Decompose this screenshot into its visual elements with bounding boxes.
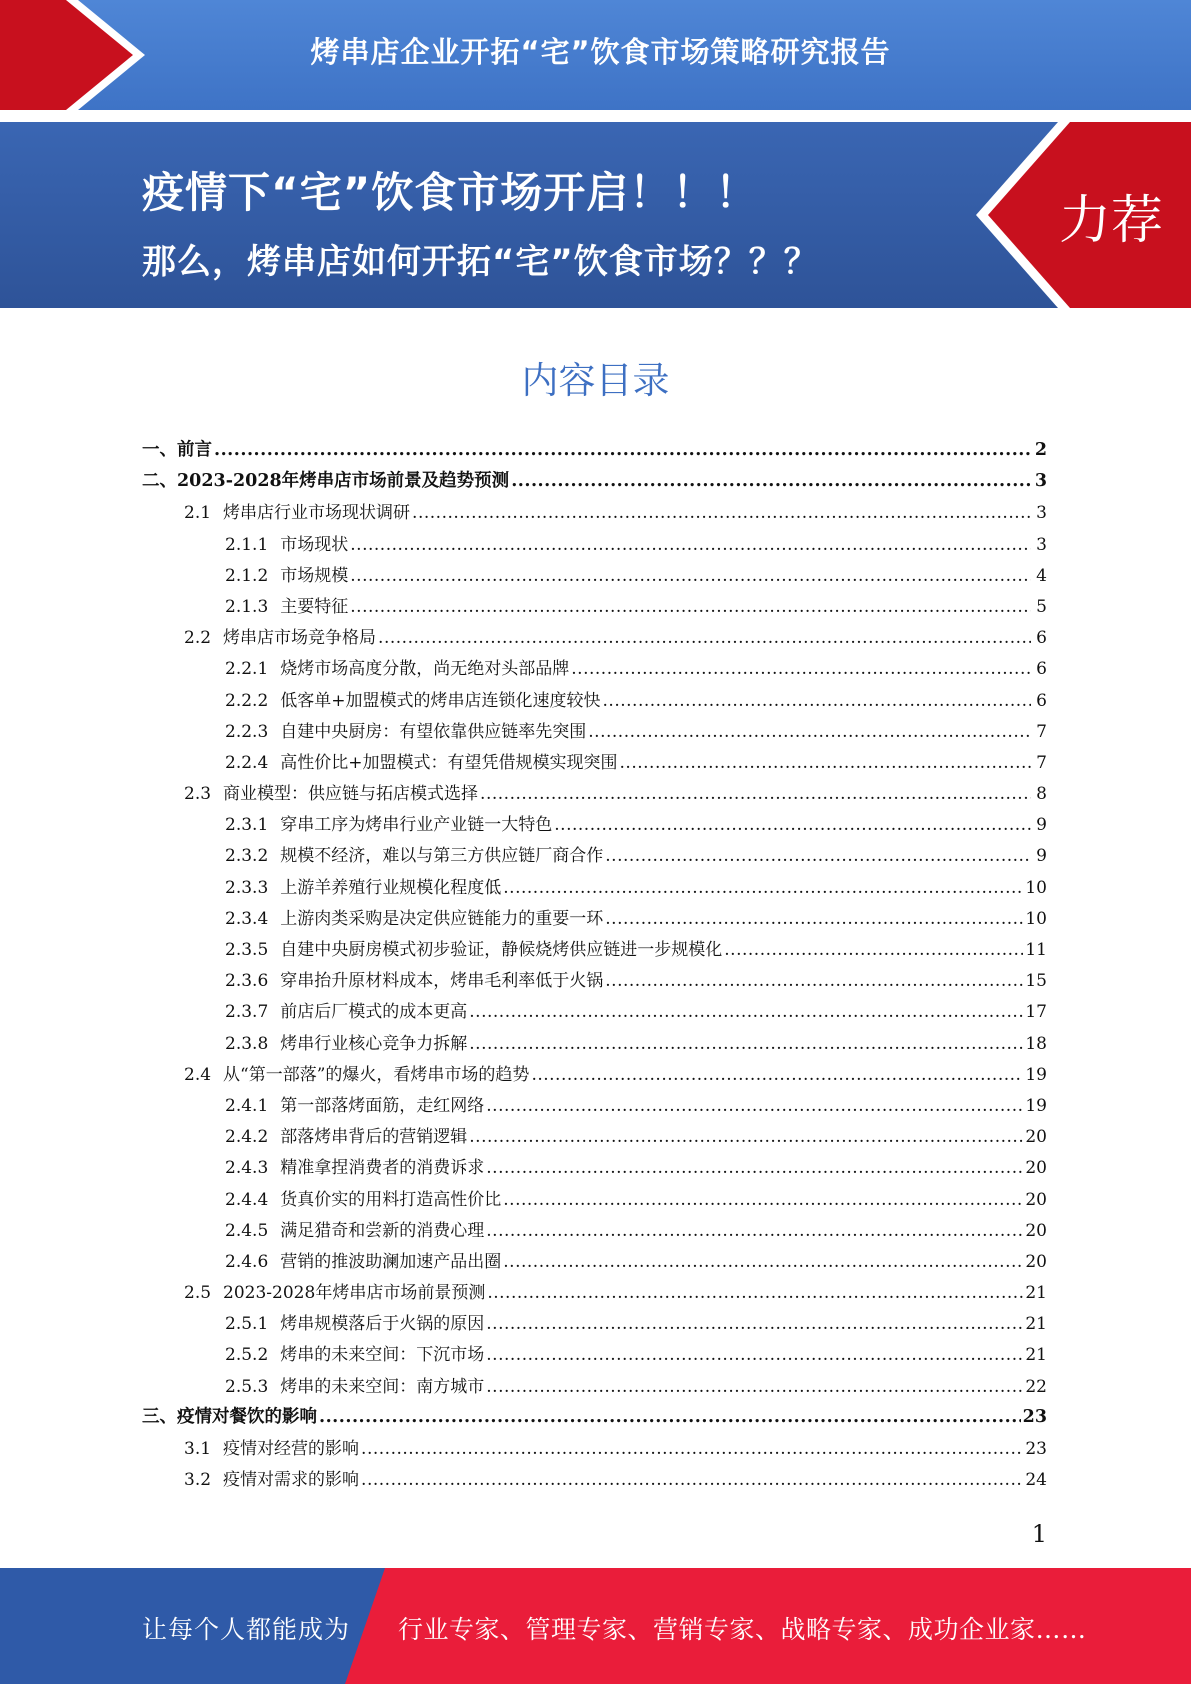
toc-entry-page: 9 [1036,846,1047,867]
toc-entry-title: 烤串的未来空间：南方城市 [280,1376,485,1397]
toc-entry-title: 穿串工序为烤串行业产业链一大特色 [280,815,553,836]
toc-entry-title: 前店后厂模式的成本更高 [280,1002,468,1023]
toc-entry-number: 2.4.3 [225,1158,269,1179]
toc-entry-title: 2023-2028年烤串店市场前景及趋势预测 [177,471,510,492]
toc-entry-title: 烤串规模落后于火锅的原因 [280,1314,485,1335]
toc-entry-number: 2.4.6 [225,1251,269,1272]
toc-entry-number: 2.3.7 [225,1002,269,1023]
toc-entry-title: 市场规模 [280,565,349,586]
toc-entry-title: 烤串行业核心竞争力拆解 [280,1033,468,1054]
toc-entry[interactable] [142,623,1047,654]
toc-entry-number: 2.1.1 [225,534,269,555]
toc-dot-leader [605,909,1023,929]
toc-dot-leader [503,1190,1023,1210]
toc-dot-leader [350,535,1031,555]
toc-dot-leader [480,784,1031,804]
toc-entry[interactable] [142,873,1047,904]
toc-entry[interactable] [142,1372,1047,1403]
toc-entry[interactable] [142,966,1047,997]
toc-entry-page: 21 [1025,1283,1047,1304]
toc-entry[interactable] [142,436,1047,467]
toc-entry-number: 一、 [142,440,177,460]
toc-entry-title: 烤串的未来空间：下沉市场 [280,1345,485,1366]
toc-entry-number: 2.3.1 [225,815,269,836]
toc-dot-leader [214,440,1031,460]
toc-dot-leader [469,1034,1023,1054]
toc-entry-title: 穿串抬升原材料成本，烤串毛利率低于火锅 [280,971,604,992]
toc-dot-leader [554,815,1031,835]
toc-dot-leader [503,1252,1023,1272]
toc-dot-leader [503,878,1023,898]
toc-entry-page: 3 [1036,503,1047,524]
toc-entry-number: 2.1 [184,503,212,524]
toc-entry-page: 15 [1025,971,1047,992]
toc-entry-number: 2.3 [184,784,212,805]
toc-dot-leader [620,753,1031,773]
toc-entry-page: 9 [1036,815,1047,836]
toc-entry-page: 7 [1036,752,1047,773]
toc-dot-leader [469,1127,1023,1147]
toc-dot-leader [588,722,1031,742]
toc-dot-leader [378,628,1031,648]
toc-entry-number: 3.1 [184,1439,212,1459]
toc-entry-title: 从“第一部落”的爆火，看烤串市场的趋势 [223,1064,530,1085]
toc-entry[interactable] [142,810,1047,841]
toc-entry-page: 19 [1025,1064,1047,1085]
toc-entry-title: 商业模型：供应链与拓店模式选择 [223,784,479,805]
toc-entry[interactable] [142,498,1047,529]
toc-entry-title: 市场现状 [280,534,349,555]
toc-entry-number: 2.3.6 [225,971,269,992]
toc-entry-page: 21 [1025,1314,1047,1335]
toc-entry-page: 20 [1025,1220,1047,1241]
toc-heading: 内容目录 [521,359,670,402]
footer-slogan-right: 行业专家、管理专家、营销专家、战略专家、成功企业家…… [398,1615,1087,1644]
toc-entry[interactable] [142,841,1047,872]
toc-entry-number: 2.3.5 [225,940,269,960]
toc-entry[interactable] [142,1278,1047,1309]
toc-entry[interactable] [142,1091,1047,1122]
toc-entry-page: 19 [1025,1095,1047,1116]
toc-entry-number: 2.5.3 [225,1376,269,1397]
toc-entry-number: 2.4.5 [225,1220,269,1241]
toc-entry-title: 2023-2028年烤串店市场前景预测 [223,1283,486,1304]
toc-entry-number: 2.3.2 [225,846,269,867]
hero-banner [0,122,1191,308]
toc-entry[interactable] [142,1403,1047,1434]
toc-entry-number: 2.5.1 [225,1314,269,1335]
toc-entry-title: 精准拿捏消费者的消费诉求 [280,1158,485,1179]
toc-entry-title: 货真价实的用料打造高性价比 [280,1189,502,1210]
toc-entry-title: 规模不经济，难以与第三方供应链厂商合作 [280,846,604,867]
toc-dot-leader [605,846,1031,866]
toc-entry-page: 8 [1036,784,1047,805]
toc-entry-number: 2.1.2 [225,565,269,586]
toc-entry-page: 17 [1025,1002,1047,1023]
toc-entry-page: 10 [1025,908,1047,929]
toc-entry[interactable] [142,1185,1047,1216]
toc-dot-leader [511,471,1031,491]
toc-entry-number: 2.1.3 [225,596,269,617]
toc-entry-page: 6 [1036,628,1047,649]
toc-entry-page: 18 [1025,1033,1047,1054]
toc-entry-number: 3.2 [184,1470,212,1491]
toc-entry[interactable] [142,1029,1047,1060]
toc-entry-page: 20 [1025,1189,1047,1210]
toc-dot-leader [486,1345,1023,1365]
hero-subheadline: 那么，烤串店如何开拓“宅”饮食市场？？？ [142,242,819,282]
toc-dot-leader [361,1439,1023,1459]
toc-entry[interactable] [142,1247,1047,1278]
toc-entry-title: 烤串店行业市场现状调研 [223,503,411,524]
toc-entry-page: 2 [1034,440,1047,460]
toc-entry[interactable] [142,1309,1047,1340]
toc-entry-page: 3 [1034,471,1047,492]
toc-entry-title: 主要特征 [280,596,349,617]
toc-dot-leader [724,940,1023,960]
toc-dot-leader [412,503,1031,523]
toc-entry-title: 高性价比+加盟模式：有望凭借规模实现突围 [280,752,618,773]
toc-entry-title: 疫情对经营的影响 [223,1439,360,1459]
toc-entry-number: 2.2.3 [225,721,269,742]
toc-dot-leader [361,1470,1023,1490]
toc-entry[interactable] [142,935,1047,966]
toc-entry-number: 2.4.1 [225,1095,269,1116]
toc-dot-leader [319,1407,1021,1427]
toc-entry[interactable] [142,748,1047,779]
toc-entry[interactable] [142,1340,1047,1371]
toc-entry-page: 20 [1025,1251,1047,1272]
toc-entry-number: 2.2.2 [225,690,269,711]
toc-dot-leader [571,659,1031,679]
toc-entry-page: 22 [1025,1376,1047,1397]
toc-entry[interactable] [142,561,1047,592]
toc-entry-number: 2.4 [184,1064,212,1085]
toc-entry-title: 自建中央厨房模式初步验证，静候烧烤供应链进一步规模化 [280,940,723,960]
report-header-band [0,0,1191,110]
toc-entry-title: 部落烤串背后的营销逻辑 [280,1127,468,1148]
toc-dot-leader [487,1283,1023,1303]
toc-entry-number: 2.3.4 [225,908,269,929]
toc-entry-number: 2.3.8 [225,1033,269,1054]
toc-entry-number: 二、 [142,471,177,492]
toc-entry-page: 23 [1022,1406,1047,1427]
toc-entry[interactable] [142,1216,1047,1247]
toc-entry[interactable] [142,592,1047,623]
toc-entry-page: 5 [1036,596,1047,617]
toc-entry-page: 23 [1025,1439,1047,1459]
toc-entry[interactable] [142,1122,1047,1153]
toc-entry-title: 疫情对餐饮的影响 [177,1406,317,1427]
toc-dot-leader [486,1221,1023,1241]
toc-dot-leader [350,597,1031,617]
toc-entry-number: 2.4.4 [225,1189,269,1210]
toc-entry[interactable] [142,1153,1047,1184]
toc-dot-leader [486,1096,1023,1116]
toc-entry[interactable] [142,717,1047,748]
toc-dot-leader [605,971,1023,991]
toc-entry-number: 2.2.4 [225,752,269,773]
toc-entry[interactable] [142,530,1047,561]
toc-entry-title: 满足猎奇和尝新的消费心理 [280,1220,485,1241]
toc-entry-page: 20 [1025,1158,1047,1179]
toc-entry-title: 第一部落烤面筋，走红网络 [280,1095,485,1116]
toc-entry-page: 6 [1036,690,1047,711]
hero-headline: 疫情下“宅”饮食市场开启！！！ [142,168,759,217]
toc-entry-number: 2.5.2 [225,1345,269,1366]
toc-entry-page: 3 [1036,534,1047,555]
toc-dot-leader [486,1314,1023,1334]
toc-entry-title: 烧烤市场高度分散，尚无绝对头部品牌 [280,659,570,680]
toc-entry[interactable] [142,779,1047,810]
toc-dot-leader [486,1377,1023,1397]
toc-entry[interactable] [142,1434,1047,1465]
toc-entry-title: 低客单+加盟模式的烤串店连锁化速度较快 [280,690,601,711]
toc-entry[interactable] [142,1465,1047,1496]
toc-entry-page: 7 [1036,721,1047,742]
toc-entry-page: 10 [1025,877,1047,898]
toc-entry-number: 2.2.1 [225,659,269,680]
toc-entry-page: 11 [1025,940,1047,960]
toc-entry-number: 2.5 [184,1283,212,1304]
toc-entry-page: 20 [1025,1127,1047,1148]
toc-dot-leader [603,691,1031,711]
toc-entry-number: 2.2 [184,628,212,649]
toc-entry-title: 疫情对需求的影响 [223,1470,360,1491]
toc-entry[interactable] [142,686,1047,717]
toc-entry-title: 自建中央厨房：有望依靠供应链率先突围 [280,721,587,742]
toc-dot-leader [469,1002,1023,1022]
toc-dot-leader [531,1065,1023,1085]
table-of-contents [142,436,1047,1496]
toc-entry[interactable] [142,904,1047,935]
toc-entry-title: 上游羊养殖行业规模化程度低 [280,877,502,898]
toc-entry-page: 4 [1036,565,1047,586]
recommend-badge: 力荐 [1058,191,1163,251]
toc-entry-title: 上游肉类采购是决定供应链能力的重要一环 [280,908,604,929]
toc-entry[interactable] [142,467,1047,498]
toc-entry-page: 24 [1025,1470,1047,1491]
toc-entry[interactable] [142,654,1047,685]
footer-banner [0,1568,1191,1684]
toc-dot-leader [486,1158,1023,1178]
toc-entry-title: 烤串店市场竞争格局 [223,628,377,649]
page-number: 1 [1031,1520,1047,1548]
toc-entry-number: 2.4.2 [225,1127,269,1148]
toc-entry-number: 三、 [142,1406,177,1427]
toc-entry[interactable] [142,997,1047,1028]
toc-entry-page: 21 [1025,1345,1047,1366]
toc-entry[interactable] [142,1060,1047,1091]
footer-slogan-left: 让每个人都能成为 [142,1615,351,1644]
toc-entry-title: 前言 [177,440,212,460]
toc-entry-page: 6 [1036,659,1047,680]
toc-dot-leader [350,566,1031,586]
toc-entry-number: 2.3.3 [225,877,269,898]
toc-entry-title: 营销的推波助澜加速产品出圈 [280,1251,502,1272]
report-title: 烤串店企业开拓“宅”饮食市场策略研究报告 [310,35,891,69]
